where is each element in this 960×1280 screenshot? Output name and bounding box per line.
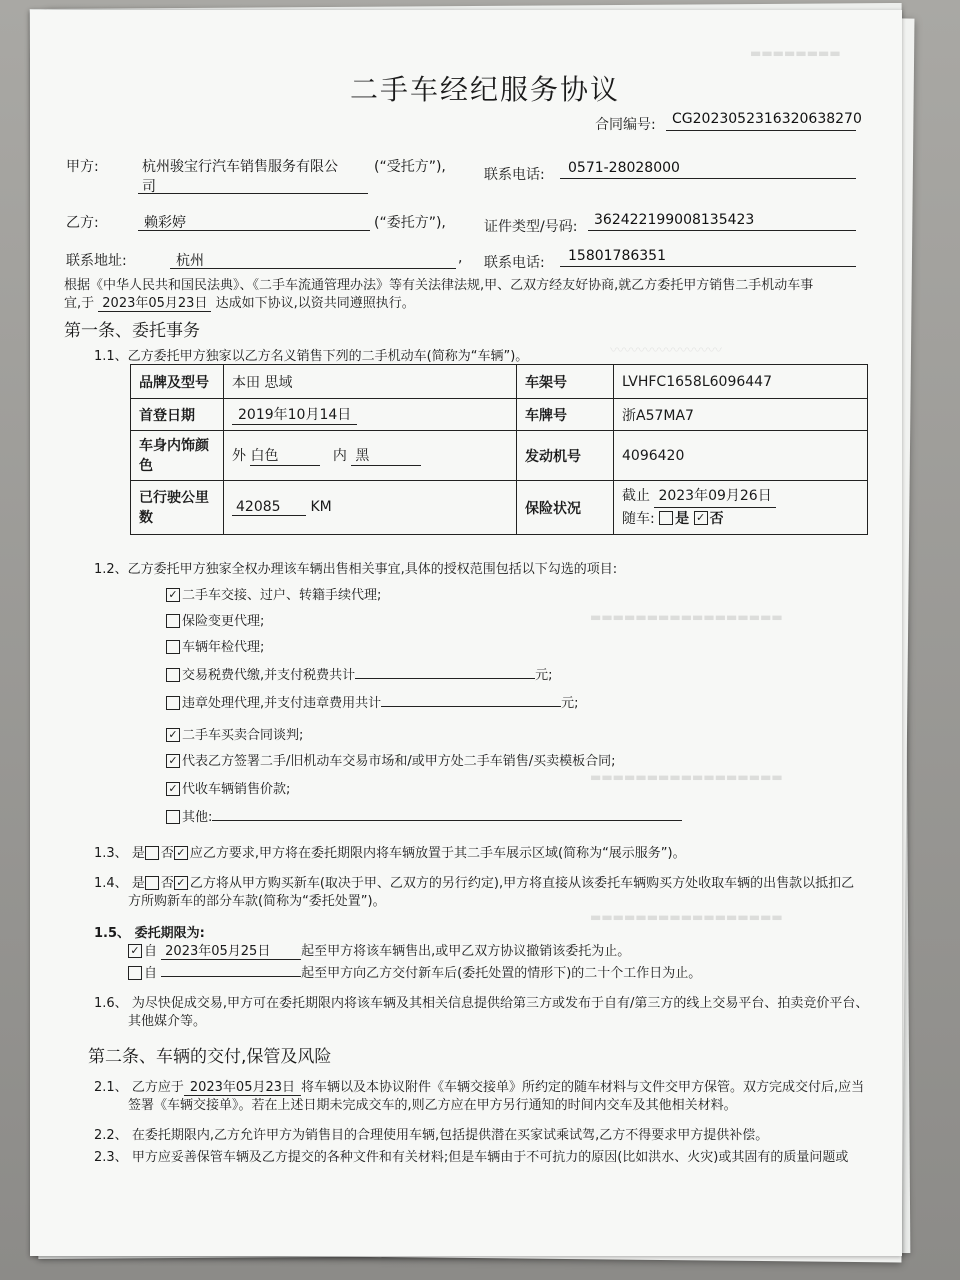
mileage-label-2: 数 [139, 509, 153, 526]
ins-date: 2023年09月26日 [654, 485, 775, 508]
color-label-2: 色 [139, 457, 153, 474]
mileage-label-cell [131, 481, 224, 535]
party-b-address-label: 联系地址: [66, 253, 127, 269]
party-a-name-line1: 杭州骏宝行汽车销售服务有限公 [142, 159, 338, 175]
authorization-option-label: 二手车交接、过户、转籍手续代理; [182, 588, 382, 603]
s1-4-yes-checkbox[interactable] [145, 876, 159, 890]
s2-2-text: 在委托期限内,乙方允许甲方为销售目的合理使用车辆,包括提供潜在买家试乘试驾,乙方不得要求甲方提供补偿。 [131, 1128, 769, 1143]
party-b-id-underline [588, 230, 856, 231]
section-1-4-line2: 方所购新车的部分车款(简称为“委托处置”)。 [128, 894, 386, 909]
s2-1-num: 2.1、 [94, 1080, 128, 1095]
mileage-label-1: 已行驶公里 [139, 489, 209, 506]
s2-1-text: 将车辆以及本协议附件《车辆交接单》所约定的随车材料与文件交甲方保管。双方完成交付后,应当 [301, 1080, 865, 1095]
s2-2-num: 2.2、 [94, 1128, 128, 1143]
party-b-phone-underline [560, 266, 856, 267]
authorization-option [166, 806, 682, 825]
s1-3-yes-checkbox[interactable] [145, 846, 159, 860]
authorization-option-label: 代表乙方签署二手/旧机动车交易市场和/或甲方处二手车销售/买卖模板合同; [182, 754, 616, 769]
ins-until: 截止 [622, 488, 650, 504]
authorization-option-checkbox[interactable]: ✓ [166, 754, 180, 768]
ext-prefix: 外 [232, 448, 246, 464]
term-option-1-checkbox[interactable]: ✓ [128, 944, 142, 958]
authorization-option-label: 违章处理代理,并支付违章费用共计 [182, 696, 382, 711]
int-prefix: 内 [332, 448, 347, 464]
bleed-through-text: ▬▬▬▬▬▬▬▬ [750, 46, 841, 60]
document-title: 二手车经纪服务协议 [350, 73, 621, 106]
term-option-2-post: 起至甲方向乙方交付新车后(委托处置的情形下)的二十个工作日为止。 [301, 966, 702, 981]
mileage-unit: KM [310, 499, 332, 515]
authorization-option-checkbox[interactable]: ✓ [166, 588, 180, 602]
term-option-2 [128, 962, 701, 981]
bleed-through-handwriting: 〰〰〰〰〰〰〰〰 [610, 343, 722, 359]
vehicle-table [130, 364, 868, 535]
authorization-option-checkbox[interactable] [166, 668, 180, 682]
contract-page [30, 10, 902, 1256]
s2-3-text: 甲方应妥善保管车辆及乙方提交的各种文件和有关材料;但是车辆由于不可抗力的原因(比如洪水、火灾)或其固有的质量问题或 [131, 1150, 849, 1165]
ext-color: 白色 [250, 445, 320, 466]
int-color: 黑 [351, 445, 421, 466]
section-1-1: 1.1、乙方委托甲方独家以乙方名义销售下列的二手机动车(简称为“车辆”)。 [94, 349, 529, 364]
party-a-name-line2: 司 [142, 179, 156, 195]
party-b-id-label: 证件类型/号码: [484, 219, 578, 235]
color-label-cell [131, 431, 224, 481]
insurance-cell [614, 481, 868, 535]
party-b-phone: 15801786351 [568, 248, 666, 264]
section-1-5 [94, 922, 205, 941]
s1-3-text: 应乙方要求,甲方将在委托期限内将车辆放置于其二手车展示区域(简称为“展示服务”)。 [189, 846, 686, 861]
term-option-1-post: 起至甲方将该车辆售出,或甲乙双方协议撤销该委托为止。 [301, 944, 631, 959]
party-a-label: 甲方: [66, 159, 99, 175]
authorization-option-label: 保险变更代理; [182, 614, 265, 629]
section-1-6-line2: 其他媒介等。 [128, 1014, 207, 1029]
party-b-address: 杭州 [176, 253, 204, 269]
section-2-1-line2: 签署《车辆交接单》。若在上述日期未完成交车的,则乙方应在甲方另行通知的时间内交车及其他相关材料。 [128, 1098, 737, 1113]
s2-1-pre: 乙方应于 [131, 1080, 184, 1095]
authorization-option [166, 584, 381, 603]
authorization-option [166, 610, 264, 629]
brand-label: 品牌及型号 [131, 365, 224, 399]
insurance-with-line [622, 508, 859, 530]
color-label-1: 车身内饰颜 [139, 437, 209, 454]
intro-line2-post: 达成如下协议,以资共同遵照执行。 [215, 296, 415, 311]
contract-number: CG2023052316320638270 [672, 111, 862, 127]
section-2-2 [94, 1124, 768, 1143]
ins-yes: 是 [675, 511, 690, 527]
section-1-2: 1.2、乙方委托甲方独家全权办理该车辆出售相关事宜,具体的授权范围包括以下勾选的项目: [94, 562, 618, 577]
authorization-option [166, 750, 616, 769]
ins-no: 否 [709, 511, 724, 527]
reg-date-label: 首登日期 [131, 399, 224, 431]
authorization-option-label: 二手车买卖合同谈判; [182, 728, 304, 743]
bleed-through-text: ▬▬▬▬▬▬▬▬▬▬▬▬▬▬▬▬▬ [590, 910, 783, 924]
engine-label: 发动机号 [517, 431, 614, 481]
authorization-option-checkbox[interactable] [166, 614, 180, 628]
ins-no-checkbox[interactable]: ✓ [694, 511, 708, 525]
party-a-phone-underline [560, 178, 856, 179]
authorization-option-amount-blank[interactable] [355, 664, 535, 679]
authorization-option-amount-blank[interactable] [381, 692, 561, 707]
reg-date-cell [224, 399, 517, 431]
article1-heading: 第一条、委托事务 [64, 321, 200, 341]
insurance-until-line [622, 485, 859, 508]
party-b-name: 赖彩婷 [144, 215, 186, 231]
s1-5-label: 委托期限为: [134, 926, 205, 941]
section-1-3 [94, 842, 686, 861]
mileage-cell [224, 481, 517, 535]
term-option-2-checkbox[interactable] [128, 966, 142, 980]
other-blank[interactable] [212, 806, 682, 821]
s1-3-yes: 是 [131, 846, 145, 861]
authorization-option-label: 其他: [182, 810, 213, 825]
term-option-1-date: 2023年05月25日 [161, 940, 301, 960]
intro-date: 2023年05月23日 [98, 292, 211, 312]
s1-4-num: 1.4、 [94, 876, 128, 891]
s1-3-no-checkbox[interactable]: ✓ [174, 846, 188, 860]
authorization-option-checkbox[interactable]: ✓ [166, 728, 180, 742]
authorization-option [166, 692, 579, 711]
color-value-cell [224, 431, 517, 481]
contract-number-label: 合同编号: [595, 117, 656, 133]
party-b-label: 乙方: [66, 215, 99, 231]
intro-line2-pre: 宜,于 [64, 296, 95, 311]
vin-label: 车架号 [517, 365, 614, 399]
bleed-through-text: ▬▬▬▬▬▬▬▬▬▬▬▬▬▬▬▬▬ [590, 770, 783, 784]
party-b-underline [138, 230, 370, 231]
party-b-address-underline [170, 268, 456, 269]
ins-yes-checkbox[interactable] [659, 511, 673, 525]
s1-4-yes: 是 [131, 876, 145, 891]
authorization-option-suffix: 元; [535, 668, 553, 683]
s2-1-date: 2023年05月23日 [184, 1076, 301, 1096]
term-option-1 [128, 940, 630, 960]
party-a-role: (“受托方”), [374, 159, 446, 175]
s1-4-text: 乙方将从甲方购买新车(取决于甲、乙双方的另行约定),甲方将直接从该委托车辆购买方处收取车辆的出售款以抵扣乙 [189, 876, 855, 891]
plate-label: 车牌号 [517, 399, 614, 431]
s1-6-num: 1.6、 [94, 996, 128, 1011]
authorization-option-label: 车辆年检代理; [182, 640, 265, 655]
plate-value: 浙A57MA7 [614, 399, 868, 431]
contract-number-underline [666, 130, 856, 131]
s2-3-num: 2.3、 [94, 1150, 128, 1165]
ins-with: 随车: [622, 511, 655, 527]
party-a-underline [138, 193, 368, 194]
vin-value: LVHFC1658L6096447 [614, 365, 868, 399]
authorization-option [166, 664, 553, 683]
s1-5-num: 1.5、 [94, 926, 131, 941]
party-b-role: (“委托方”), [374, 215, 446, 231]
reg-date-value: 2019年10月14日 [232, 404, 357, 425]
authorization-option-checkbox[interactable]: ✓ [166, 782, 180, 796]
article2-heading: 第二条、车辆的交付,保管及风险 [88, 1047, 332, 1067]
term-option-2-pre: 自 [144, 966, 158, 981]
party-a-phone: 0571-28028000 [568, 160, 680, 176]
term-option-1-pre: 自 [144, 944, 158, 959]
authorization-option-checkbox[interactable] [166, 696, 180, 710]
section-2-3 [94, 1146, 848, 1165]
authorization-option-suffix: 元; [561, 696, 579, 711]
intro-line2 [64, 292, 415, 312]
authorization-option [166, 636, 264, 655]
s1-6-text: 为尽快促成交易,甲方可在委托期限内将该车辆及其相关信息提供给第三方或发布于自有/第三方的线上交易平台、拍卖竞价平台、 [131, 996, 869, 1011]
section-2-1 [94, 1076, 864, 1096]
bleed-through-text: ▬▬▬▬▬▬▬▬▬▬▬▬▬▬▬▬▬ [590, 610, 783, 624]
mileage-value: 42085 [232, 499, 306, 516]
authorization-option [166, 724, 303, 743]
authorization-option-checkbox[interactable] [166, 640, 180, 654]
authorization-option-checkbox[interactable] [166, 810, 180, 824]
brand-value: 本田 思域 [224, 365, 517, 399]
authorization-option-label: 代收车辆销售价款; [182, 782, 291, 797]
term-option-2-date-blank[interactable] [161, 962, 301, 977]
party-a-phone-label: 联系电话: [484, 167, 545, 183]
comma: , [458, 250, 463, 266]
s1-3-no: 否 [160, 846, 174, 861]
engine-value: 4096420 [614, 431, 868, 481]
section-1-6 [94, 992, 868, 1011]
authorization-option-label: 交易税费代缴,并支付税费共计 [182, 668, 356, 683]
intro-line1: 根据《中华人民共和国民法典》、《二手车流通管理办法》等有关法律法规,甲、乙双方经友好协商,就乙方委托甲方销售二手机动车事 [64, 278, 814, 293]
s1-3-num: 1.3、 [94, 846, 128, 861]
authorization-option [166, 778, 290, 797]
s1-4-no-checkbox[interactable]: ✓ [174, 876, 188, 890]
insurance-label: 保险状况 [517, 481, 614, 535]
party-b-id: 362422199008135423 [594, 212, 755, 228]
party-b-phone-label: 联系电话: [484, 255, 545, 271]
s1-4-no: 否 [160, 876, 174, 891]
section-1-4 [94, 872, 854, 891]
